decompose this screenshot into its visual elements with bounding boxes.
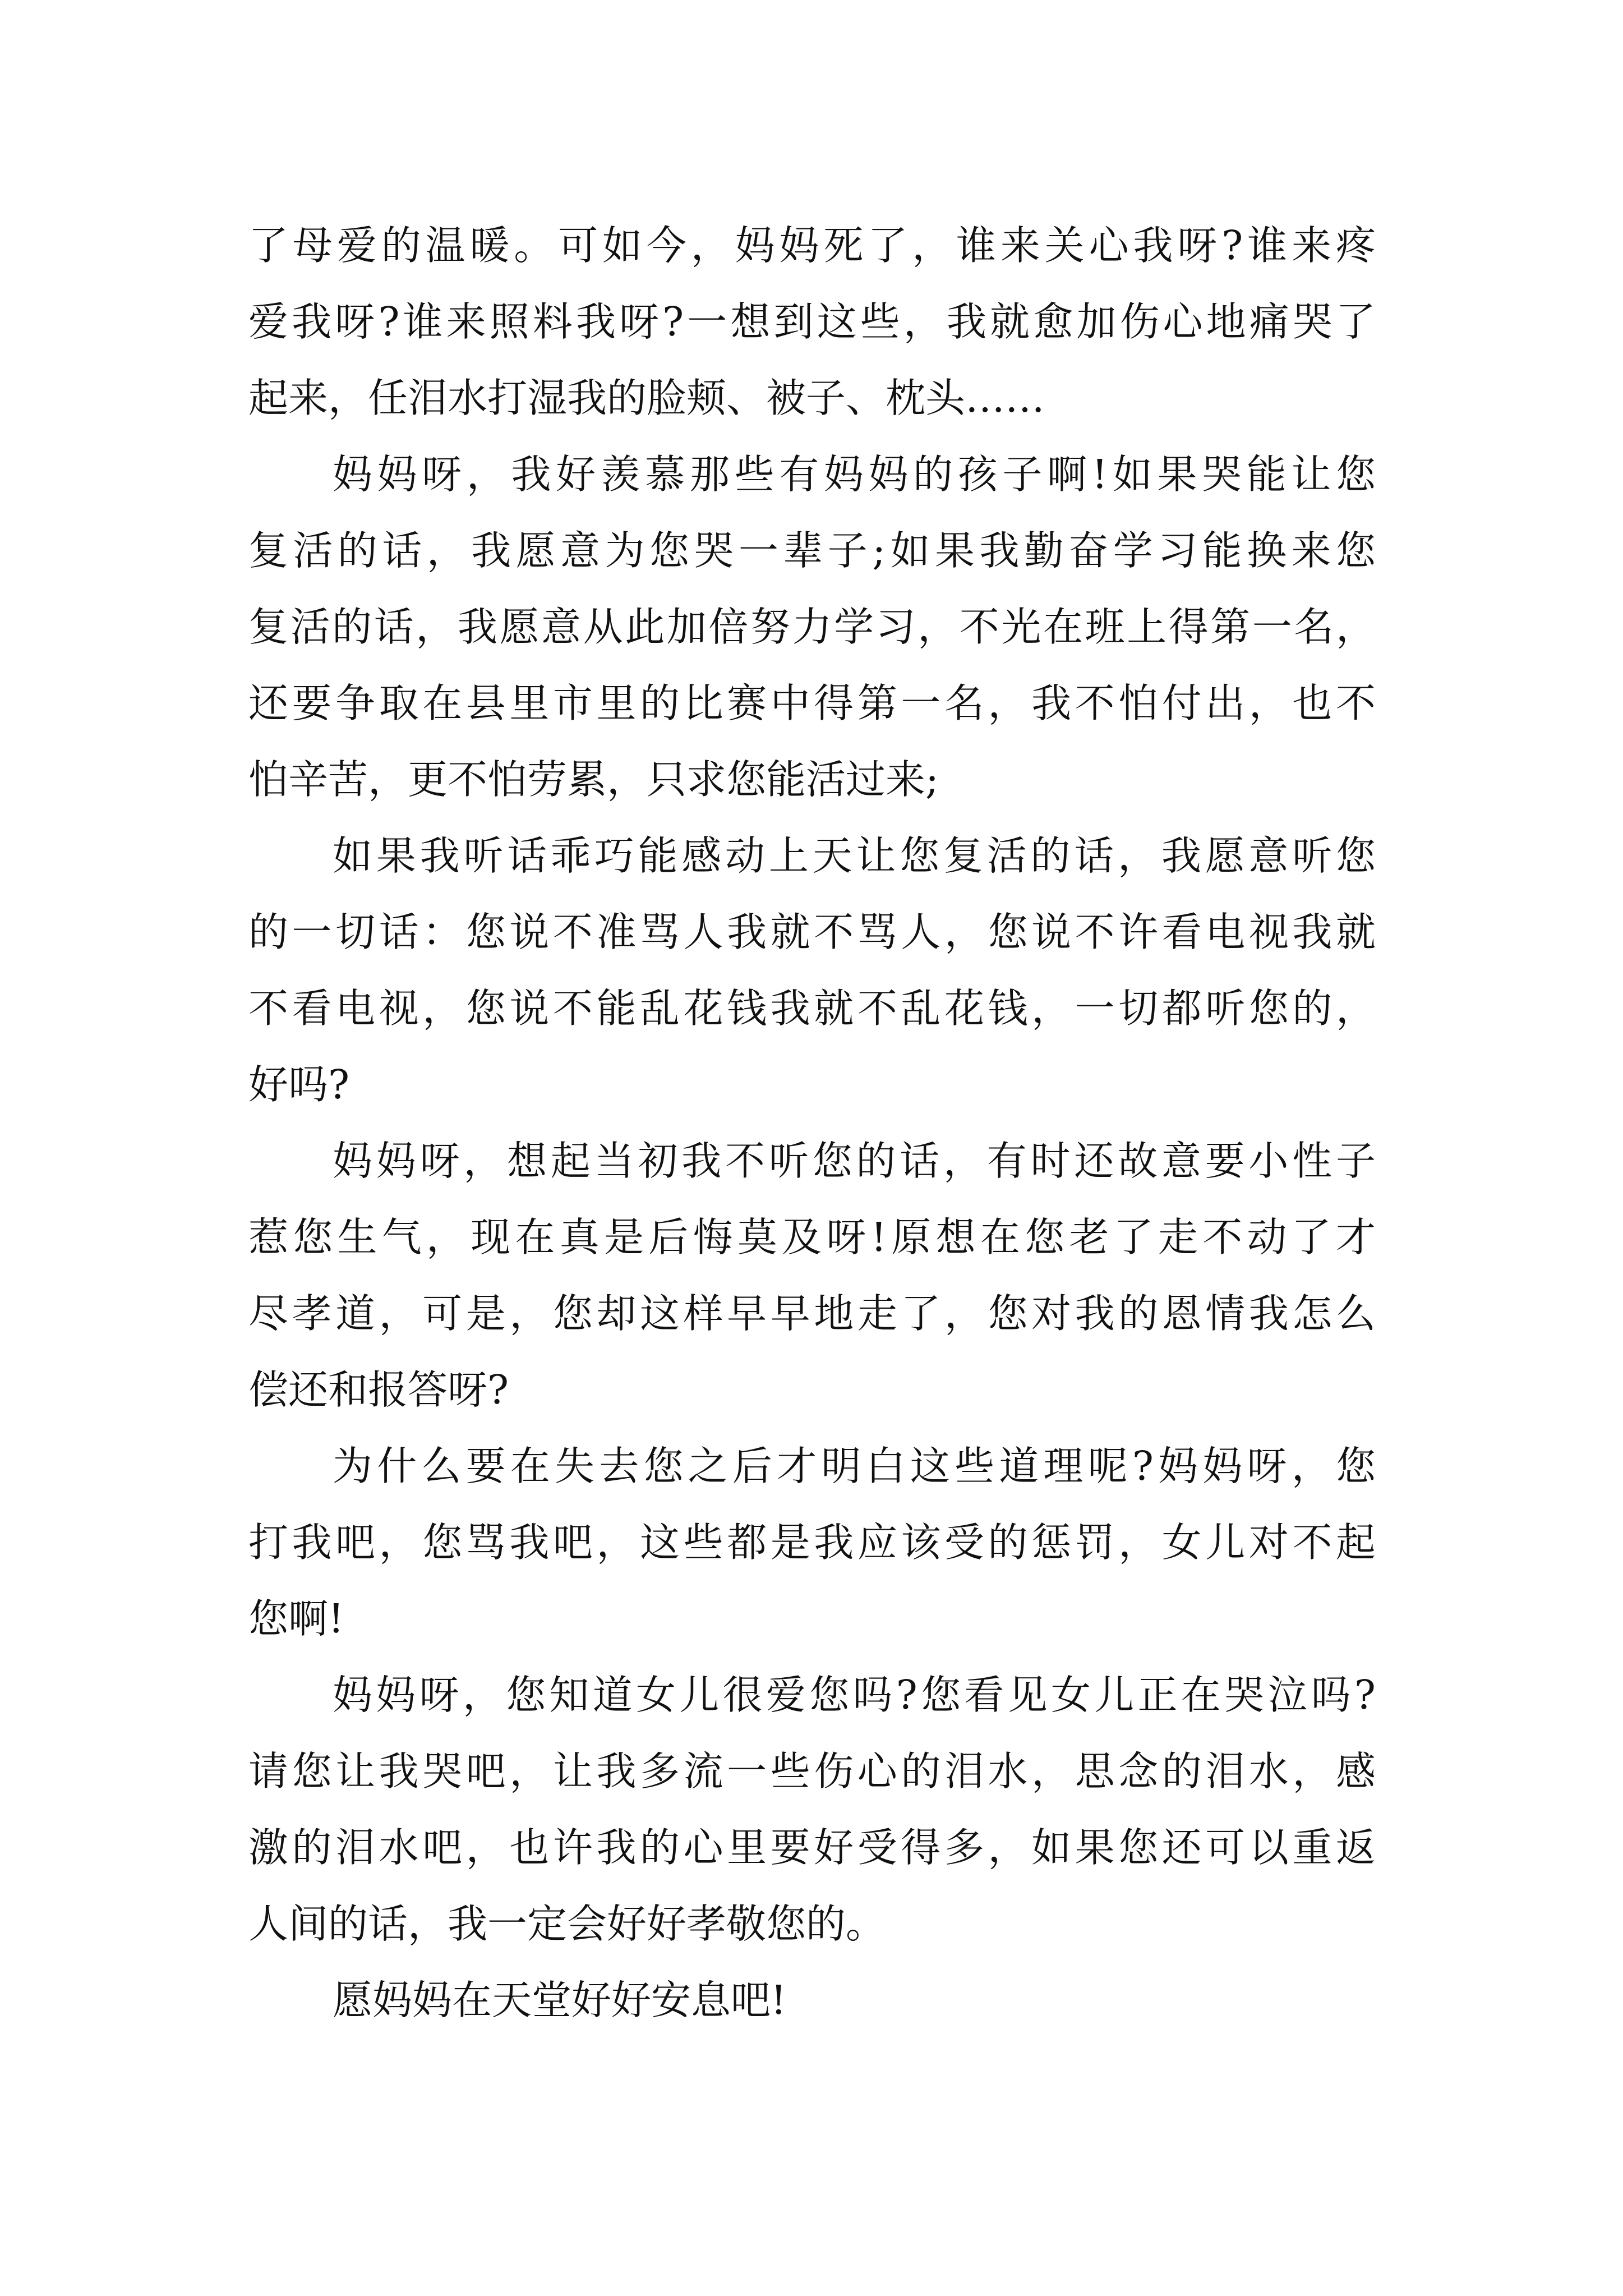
- text-line: 偿还和报答呀?: [248, 1366, 509, 1413]
- text-line: 好吗?: [248, 1061, 350, 1108]
- text-line: 打我吧，您骂我吧，这些都是我应该受的惩罚，女儿对不起: [248, 1519, 1376, 1566]
- text-line: 起来，任泪水打湿我的脸颊、被子、枕头……: [248, 375, 1045, 421]
- paragraph-start-line: 妈妈呀，想起当初我不听您的话，有时还故意要小性子: [333, 1138, 1376, 1184]
- paragraph-start-line: 如果我听话乖巧能感动上天让您复活的话，我愿意听您: [333, 832, 1376, 879]
- text-line: 怕辛苦，更不怕劳累，只求您能活过来;: [248, 756, 939, 803]
- text-line: 尽孝道，可是，您却这样早早地走了，您对我的恩情我怎么: [248, 1290, 1376, 1337]
- document-body: [248, 208, 1376, 2039]
- text-line: 请您让我哭吧，让我多流一些伤心的泪水，思念的泪水，感: [248, 1748, 1376, 1795]
- text-line: 还要争取在县里市里的比赛中得第一名，我不怕付出，也不: [248, 680, 1376, 726]
- paragraph-start-line: 妈妈呀，我好羡慕那些有妈妈的孩子啊!如果哭能让您: [333, 451, 1376, 498]
- text-line: 人间的话，我一定会好好孝敬您的。: [248, 1901, 886, 1947]
- text-line: 了母爱的温暖。可如今，妈妈死了，谁来关心我呀?谁来疼: [248, 222, 1376, 269]
- text-line: 不看电视，您说不能乱花钱我就不乱花钱，一切都听您的，: [248, 985, 1376, 1032]
- text-line: 惹您生气，现在真是后悔莫及呀!原想在您老了走不动了才: [248, 1214, 1376, 1260]
- text-line: 的一切话：您说不准骂人我就不骂人，您说不许看电视我就: [248, 909, 1376, 955]
- paragraph-start-line: 愿妈妈在天堂好好安息吧!: [333, 1977, 787, 2023]
- paragraph-start-line: 为什么要在失去您之后才明白这些道理呢?妈妈呀，您: [333, 1443, 1376, 1489]
- paragraph-start-line: 妈妈呀，您知道女儿很爱您吗?您看见女儿正在哭泣吗?: [333, 1672, 1376, 1718]
- text-line: 复活的话，我愿意从此加倍努力学习，不光在班上得第一名，: [248, 604, 1376, 650]
- text-line: 您啊!: [248, 1595, 344, 1642]
- text-line: 复活的话，我愿意为您哭一辈子;如果我勤奋学习能换来您: [248, 527, 1376, 574]
- text-line: 爱我呀?谁来照料我呀?一想到这些，我就愈加伤心地痛哭了: [248, 298, 1376, 345]
- text-line: 激的泪水吧，也许我的心里要好受得多，如果您还可以重返: [248, 1824, 1376, 1871]
